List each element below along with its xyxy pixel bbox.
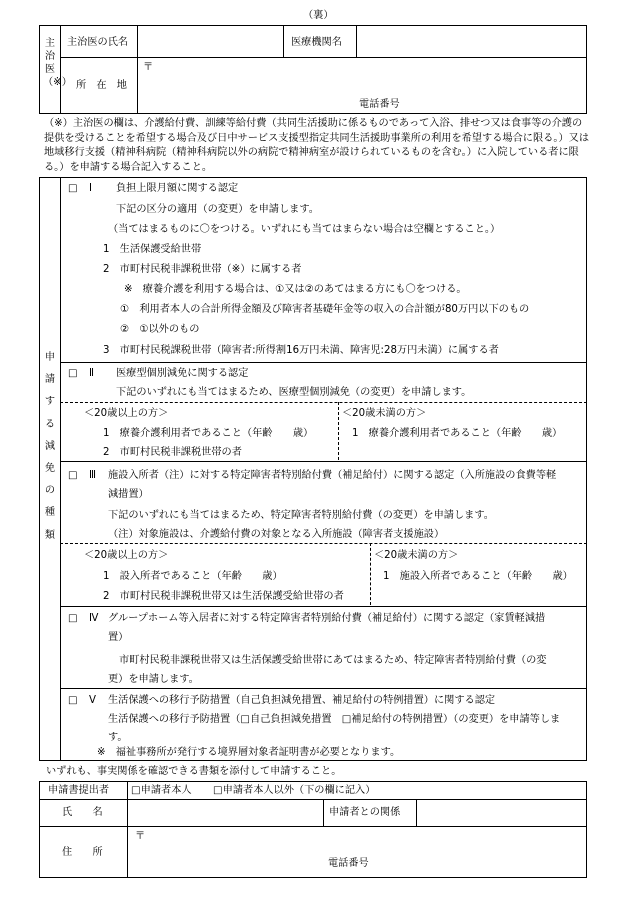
sec1-note: ※ 療養介護を利用する場合は、①又は②のあてはまる方にも〇をつける。 <box>124 284 467 295</box>
submitter-option-self[interactable]: □申請者本人 <box>131 785 192 796</box>
sec2-checkbox[interactable]: □ <box>68 368 78 379</box>
sec2-right-head: ＜20歳未満の方＞ <box>342 408 427 419</box>
relation-label: 申請者との関係 <box>329 807 401 818</box>
sec3-number: Ⅲ <box>89 470 97 481</box>
sec1-sub1: ① 利用者本人の合計所得金額及び障害者基礎年金等の収入の合計額が80万円以下のもの <box>120 304 530 315</box>
sec3-checkbox[interactable]: □ <box>68 470 78 481</box>
sec2-left-item2: 2 市町村民税非課税世帯の者 <box>103 447 242 458</box>
sec1-title: 負担上限月額に関する認定 <box>116 183 239 194</box>
sec3-title-1: 施設入所者（注）に対する特定障害者特別給付費（補足給付）に関する認定（入所施設の食費等軽 <box>108 470 557 481</box>
postal-mark: 〒 <box>143 62 154 73</box>
sec4-line1: 市町村民税非課税世帯又は生活保護受給世帯にあてはまるため、特定障害者特別給付費（の変 <box>119 655 547 666</box>
sec3-left-item1: 1 設入所者であること（年齢 歳） <box>103 571 283 582</box>
sec1-item2: 2 市町村民税非課税世帯（※）に属する者 <box>103 264 302 275</box>
sec2-right-item1: 1 療養介護利用者であること（年齢 歳） <box>352 428 563 439</box>
sec2-left-head: ＜20歳以上の方＞ <box>84 408 169 419</box>
attachment-note: いずれも、事実関係を確認できる書類を添付して申請すること。 <box>46 766 342 777</box>
page-side-header: （裏） <box>303 10 334 21</box>
sec2-title: 医療型個別減免に関する認定 <box>116 368 249 379</box>
sec2-line1: 下記のいずれにも当てはまるため、医療型個別減免（の変更）を申請します。 <box>116 387 472 398</box>
submitter-address-field[interactable] <box>128 827 586 877</box>
submitter-postal-mark: 〒 <box>135 831 146 842</box>
sec1-line1: 下記の区分の適用（の変更）を申請します。 <box>116 204 319 215</box>
sec3-right-head: ＜20歳未満の方＞ <box>374 550 459 561</box>
sec5-line2: す。 <box>108 732 128 743</box>
doctor-phone-label: 電話番号 <box>359 99 400 110</box>
sec5-number: Ⅴ <box>89 695 96 706</box>
sec1-item3: 3 市町村民税課税世帯（障害者:所得割16万円未満、障害児:28万円未満）に属する者 <box>103 345 499 356</box>
doctor-name-field[interactable] <box>138 26 282 56</box>
sec4-checkbox[interactable]: □ <box>68 613 78 624</box>
sec2-left-item1: 1 療養介護利用者であること（年齢 歳） <box>103 428 314 439</box>
sec3-right-item1: 1 施設入所者であること（年齢 歳） <box>383 571 573 582</box>
submitter-phone-label: 電話番号 <box>328 858 369 869</box>
sec1-line2: （当てはまるものに〇をつける。いずれにも当てはまらない場合は空欄とすること。） <box>108 224 501 235</box>
doctor-note: （※）主治医の欄は、介護給付費、訓練等給付費（共同生活援助に係るものであって入浴、排せつ又は食事等の介護の提供を受けることを希望する場合及び日中サービス支援型指定共同生活援助事業所の利用を希望する場合に限る。）又は地域移行支援（精神科病院（精神科病院以外の病院で精神病室が設けられているものを含む。）に入院している者に限る。）を申請する場合記入すること。 <box>44 118 590 173</box>
reduction-type-side-label: 申請する減免の種類 <box>44 352 56 541</box>
sec5-line1: 生活保護への移行予防措置（□自己負担減免措置 □補足給付の特例措置）（の変更）を申請等しま <box>108 714 561 725</box>
submitter-address-label: 住 所 <box>62 847 103 858</box>
sec3-title-2: 減措置） <box>108 489 149 500</box>
sec4-title-1: グループホーム等入居者に対する特定障害者特別給付費（補足給付）に関する認定（家賃軽減措 <box>108 613 546 624</box>
doctor-side-label: 主治医（※） <box>43 38 72 88</box>
sec3-left-item2: 2 市町村民税非課税世帯又は生活保護受給世帯の者 <box>103 591 344 602</box>
doctor-address-field[interactable] <box>138 58 586 113</box>
sec1-number: Ⅰ <box>89 183 93 194</box>
medical-org-label: 医療機関名 <box>291 37 342 48</box>
sec3-line2: （注）対象施設は、介護給付費の対象となる入所施設（障害者支援施設） <box>108 529 445 540</box>
sec5-note: ※ 福祉事務所が発行する境界層対象者証明書が必要となります。 <box>97 747 401 758</box>
sec3-left-head: ＜20歳以上の方＞ <box>84 550 169 561</box>
sec4-line2: 更）を申請します。 <box>108 674 199 685</box>
medical-org-field[interactable] <box>357 26 586 56</box>
submitter-name-field[interactable] <box>128 800 322 825</box>
sec3-line1: 下記のいずれにも当てはまるため、特定障害者特別給付費（の変更）を申請します。 <box>108 510 494 521</box>
sec2-number: Ⅱ <box>89 368 95 379</box>
relation-field[interactable] <box>417 800 586 825</box>
submitter-option-other[interactable]: □申請者本人以外（下の欄に記入） <box>213 785 376 796</box>
sec5-checkbox[interactable]: □ <box>68 695 78 706</box>
sec4-number: Ⅳ <box>89 613 99 624</box>
sec1-checkbox[interactable]: □ <box>68 183 78 194</box>
sec1-sub2: ② ①以外のもの <box>120 324 200 335</box>
sec5-title: 生活保護への移行予防措置（自己負担減免措置、補足給付の特例措置）に関する認定 <box>108 695 496 706</box>
sec1-item1: 1 生活保護受給世帯 <box>103 244 202 255</box>
doctor-address-label: 所 在 地 <box>76 80 127 91</box>
sec4-title-2: 置） <box>108 632 129 643</box>
submitter-label: 申請書提出者 <box>48 785 110 796</box>
doctor-name-label: 主治医の氏名 <box>67 37 129 48</box>
submitter-name-label: 氏 名 <box>62 807 103 818</box>
